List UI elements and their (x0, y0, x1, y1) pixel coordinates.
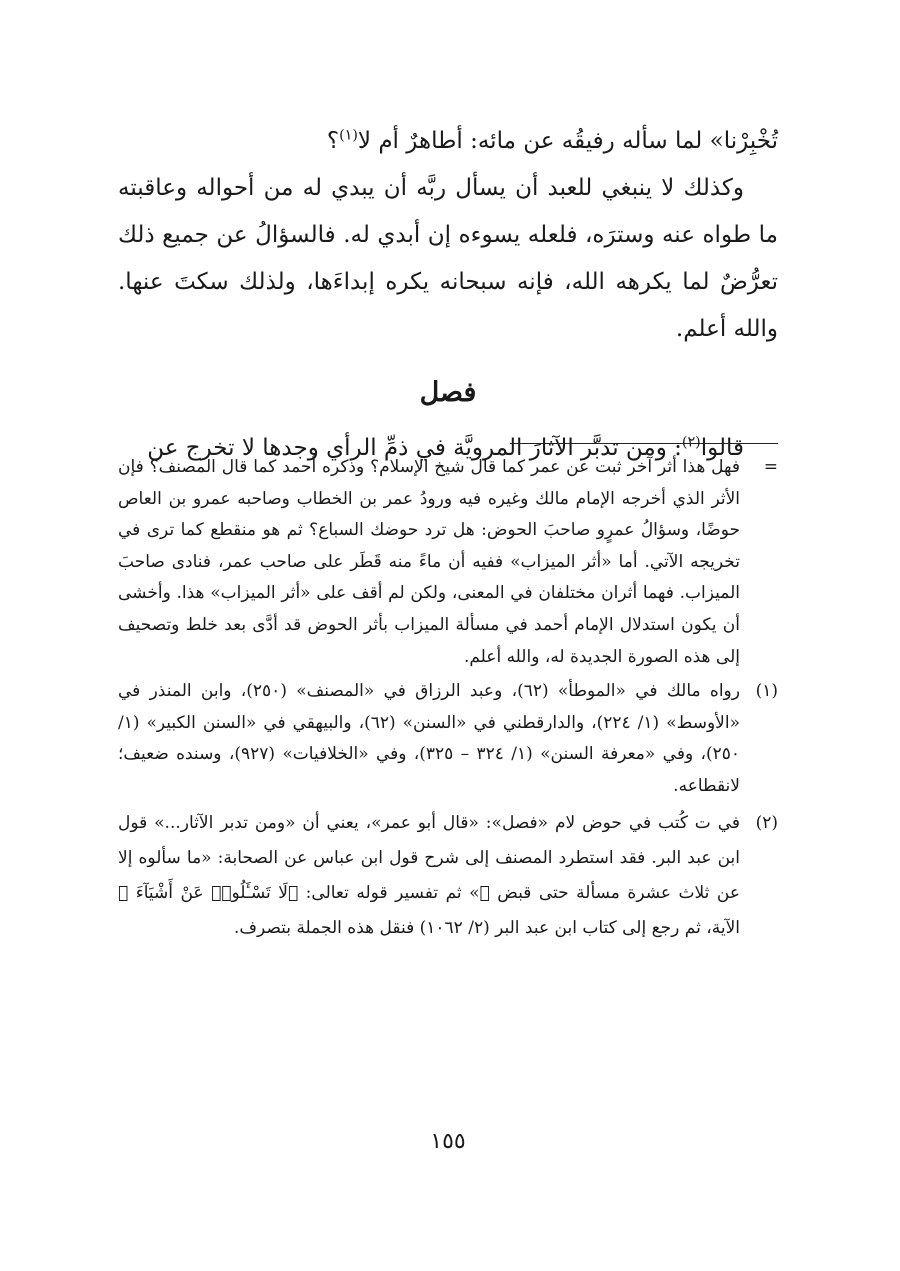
footnote-continuation (118, 452, 778, 673)
footnotes (118, 452, 778, 946)
page-number: ١٥٥ (430, 1129, 466, 1154)
paragraph-2-rest: : ومن تدبَّر الآثارَ المرويَّة في ذمِّ الرأي وجدها لا تخرج عن (147, 435, 682, 461)
top-line-text: تُخْبِرْنا» لما سأله رفيقُه عن مائه: أطاهرٌ أم لا (357, 128, 778, 154)
footnote-1-text: رواه مالك في «الموطأ» (٦٢)، وعبد الرزاق في «المصنف» (٢٥٠)، وابن المنذر في «الأوسط» (١/ ٢٢٤)، والدارقطني في «السنن» (٦٢)، والبيهقي في «السنن الكبير» (١/ ٢٥٠)، وفي «معرفة السنن» (١/ ٣٢٤ – ٣٢٥)، وفي «الخلافيات» (٩٢٧)، وسنده ضعيف؛ لانقطاعه. (118, 681, 741, 796)
book-page (118, 0, 778, 1271)
paragraph-1: وكذلك لا ينبغي للعبد أن يسأل ربَّه أن يبدي له من أحواله وعاقبته ما طواه عنه وسترَه، فلعله يسوءه إن أبدي له. فالسؤالُ عن جميع ذلك تعرُّضٌ لما يكرهه الله، فإنه سبحانه يكره إبداءَها، ولذلك سكتَ عنها. والله أعلم. (118, 175, 778, 342)
paragraph-2-start: قالوا (700, 435, 744, 461)
continuation-marker: = (763, 457, 778, 477)
top-line-end: ؟ (326, 128, 340, 154)
footnote-2-marker: (٢) (755, 812, 778, 833)
footnote-ref-2: (٢) (681, 434, 701, 451)
footnote-2-text: في ت كُتب في حوض لام «فصل»: «قال أبو عمر»، يعني أن «ومن تدبر الآثار...» قول ابن عبد البر. فقد استطرد المصنف إلى شرح قول ابن عباس عن الصحابة: «ما سألوه إلا عن ثلاث عشرة مسألة حتى قبض ﷺ» ثم تفسير قوله تعالى: ﴿لَا تَسْـَٔلُوا۟ عَنْ أَشْيَآءَ ﴾ الآية، ثم رجع إلى كتاب ابن عبد البر (٢/ ١٠٦٢) فنقل هذه الجملة بتصرف. (118, 812, 740, 938)
footnote-1-marker: (١) (755, 681, 778, 702)
footnote-1 (118, 676, 778, 802)
top-line (118, 118, 778, 165)
footnote-ref-1: (١) (339, 127, 358, 144)
footnote-2 (118, 806, 778, 946)
footnote-continuation-text: فهل هذا أثر آخر ثبت عن عمر كما قال شيخ الإسلام؟ وذكره أحمد كما قال المصنف؟ فإن الأثر الذي أخرجه الإمام مالك وغيره فيه ورودُ عمر بن الخطاب وصاحبه عمرو بن العاص حوضًا، وسؤالُ عمرٍو صاحبَ الحوض: هل ترد حوضك السباع؟ ثم هو منقطع كما ترى في تخريجه الآتي. أما «أثر الميزاب» ففيه أن ماءً منه قَطَر على صاحب عمر، فنادى صاحبَ الميزاب. فهما أثران مختلفان في المعنى، ولكن لم أقف على «أثر الميزاب» هذا. وأخشى أن يكون استدلال الإمام أحمد في مسألة الميزاب بأثر الحوض قد أدَّى بعد خلط وتصحيف إلى هذه الصورة الجديدة له، والله أعلم. (118, 457, 740, 667)
footnote-separator (510, 443, 778, 444)
section-heading: فصل (419, 377, 477, 408)
main-text (118, 118, 778, 472)
